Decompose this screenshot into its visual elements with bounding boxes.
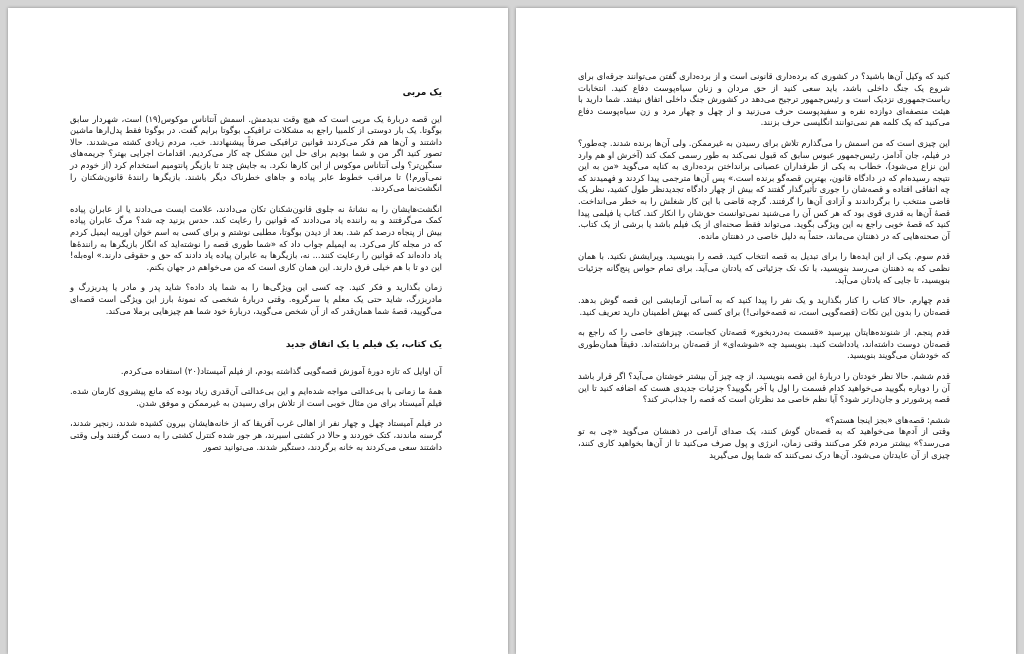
- document-page-left: [8, 8, 508, 654]
- paragraph: آن اوایل که تازه دورهٔ آموزش قصه‌گویی گذاشته بودم، از فیلم آمیستاد(۲۰) استفاده می‌کردم.: [120, 365, 442, 376]
- paragraph: این قصه دربارهٔ یک مربی است که هیچ وقت ندیدمش. اسمش آنتاناس موکوس(۱۹) است، شهردار سابق بوگوتا. یک بار دوستی از کلمبیا راجع به مشکلات ترافیکی بوگوتا برایم گفت. در بوگوتا فقط پدل‌ارها ماشین داشتند و آن‌ها هم فکر می‌کردند قوانین ترافیکی صرفاً پیشنهادند. خب، مردم زیادی کشته می‌شدند. حالا تصور کنید اگر من و شما بودیم برای حل این مشکل چه کار می‌کردیم. اقدامات اجرایی بهتر؟ جریمه‌های سنگین‌تر؟ ولی آنتاناس موکوس از این کارها نکرد. به جایش چند تا بازیگر پانتومیم استخدام کرد (از خودم در نمی‌آورم!) تا مراقب خطوط عابر پیاده و جاهای خطرناک دیگر باشند. بازیگرها رانندهٔ قانون‌شکنان را انگشت‌نما می‌کردند.: [70, 113, 442, 194]
- paragraph: در فیلم آمیستاد چهل و چهار نفر از اهالی غرب آفریقا که از خانه‌هایشان بیرون کشیده شدند، زنجیر شدند، گرسنه ماندند، کتک خوردند و حالا در کشتی اسیرند، هر جور شده کنترل کشتی را به دست گرفتند ولی وقتی داشتند سعی می‌کردند به خانه برگردند، دستگیر شدند. می‌توانید تصور: [70, 418, 442, 452]
- paragraph: ششم: قصه‌های «بجز اینجا هستم؟»: [825, 414, 950, 425]
- paragraph: قدم ششم. حالا نظر خودتان را دربارهٔ این قصه بنویسید. از چه چیز آن بیشتر خوشتان می‌آید؟ اگر قرار باشد آن را دوباره بگویید می‌خواهید کدام قسمت را اول یا آخر بگویید؟ جزئیات جدیدی هست که اضافه کنید تا این قصه پرشورتر و جان‌دارتر شود؟ آیا نظم خاصی مد نظرتان است که قصه را جذاب‌تر کند؟: [578, 371, 950, 405]
- paragraph: قدم چهارم. حالا کتاب را کنار بگذارید و یک نفر را پیدا کنید که به آسانی آزمایشی این قصه گوش بدهد. قصه‌تان را بدون این نکات (قصه‌گویی است، نه قصه‌خوانی!) برای کسی که بهش اطمینان دارید تعریف کنید.: [578, 295, 950, 317]
- document-page-right: [516, 8, 1016, 654]
- paragraph: همهٔ ما زمانی با بی‌عدالتی مواجه شده‌ایم و این بی‌عدالتی آن‌قدری زیاد بوده که مانع پیشروی کارمان شده. فیلم آمیستاد برای من مثال خوبی است از تلاش برای رسیدن به غیرممکن و موفق شدن.: [70, 386, 442, 408]
- paragraph: وقتی از آدم‌ها می‌خواهید که به قصه‌تان گوش کنند، یک صدای آرامی در ذهنشان می‌گوید «چی به تو می‌رسد؟» بیشتر مردم فکر می‌کنند وقتی زمان، انرژی و پول صرف می‌کنید تا از آن‌ها بخواهید کاری کنند، چیزی از آن عایدتان می‌شود. آن‌ها درک نمی‌کنند که شما پول می‌گیرید: [578, 426, 950, 460]
- page-left-text: [70, 88, 442, 462]
- section-spacer: [70, 326, 442, 340]
- paragraph: کنید که وکیل آن‌ها باشید؟ در کشوری که برده‌داری قانونی است و از برده‌داری گفتن می‌توانند جرقه‌ای برای شروع یک جنگ داخلی باشد، باید سعی کنید از حق مردان و زنان سیاه‌پوست دفاع کنید. انتخابات ریاست‌جمهوری نزدیک است و رئیس‌جمهور ترجیح می‌دهد در کشورش جنگ داخلی اتفاق نیفتد. شما دارید با هیئت منصفه‌ای دوازده نفره و سفیدپوست حرف می‌زنید و از چهل و چهار مرد و زن سیاه‌پوست دفاع می‌کنید که یک کلمه هم نمی‌توانند انگلیسی حرف بزنند.: [578, 71, 950, 128]
- paragraph: قدم پنجم. از شنونده‌هایتان بپرسید «قسمت به‌دردبخور» قصه‌تان کجاست. چیزهای خاصی را که راجع به قصه‌تان دوست داشته‌اند، یادداشت کنید. بنویسید چه «شوشه‌ای» از قصه‌تان برداشته‌اند. دقیقاً همان‌طوری که خودشان می‌گویند بنویسید.: [578, 327, 950, 361]
- section-title-mentor: یک مربی: [402, 88, 442, 98]
- page-right-text: [578, 71, 950, 470]
- paragraph: این چیزی است که من اسمش را می‌گذارم تلاش برای رسیدن به غیرممکن. ولی آن‌ها برنده شدند. چه‌طور؟ در فیلم، جان آدامز، رئیس‌جمهور عبوس سابق که قبول نمی‌کند به طور رسمی کمک کند (آخرش او هم وارد این نزاع می‌شود)، خطاب به یکی از طرفداران عصبانی برانداختن برده‌داری به کنایه می‌گوید «من به این نتیجه رسیده‌ام که در دادگاه قانون، بهترین قصه‌گو برنده است.» پس آن‌ها مترجمی پیدا کردند و فهمیدند که چه اتفاقی افتاده و قصه‌شان را جوری تأثیرگذار گفتند که بیش از چهار دادگاه تجدیدنظر طول کشید، نظر یک قاضی منتخب را برگرداندند و آزادی آن‌ها را گرفتند. گرچه قاضی با این کار شغلش را به خطر می‌انداخت. قصهٔ آن‌ها به قدری قوی بود که هر کس آن را می‌شنید نمی‌توانست حق‌شان را انکار کند. کتاب یا فیلمی پیدا کنید که قصهٔ خوبی راجع به این ویژگی بگوید. می‌تواند فقط صحنه‌ای از یک فیلم باشد یا برشی از یک کتاب. آن صحنه‌هایی که در ذهنتان می‌ماند، حتماً به دلیل خاصی در ذهنتان مانده.: [578, 137, 950, 241]
- section-title-book-film: یک کتاب، یک فیلم یا یک اتفاق جدید: [285, 340, 442, 351]
- paragraph: زمان بگذارید و فکر کنید. چه کسی این ویژگی‌ها را به شما یاد داده؟ شاید پدر و مادر یا پدربزرگ و مادربزرگ، شاید حتی یک معلم یا سرگروه. وقتی دربارهٔ شخصی که نمونهٔ بارز این ویژگی است قصه‌ای می‌گویید، قصهٔ شما همان‌قدر که از آن شخص می‌گوید، دربارهٔ خود شما هم چیزهایی برملا می‌کند.: [70, 282, 442, 316]
- paragraph: انگشت‌هایشان را به نشانهٔ نه جلوی قانون‌شکنان تکان می‌دادند، علامت ایست می‌دادند یا از عابران پیاده کمک می‌گرفتند و به راننده یاد می‌دادند که قوانین را رعایت کند. حدس بزنید چه شد؟ مرگ عابران پیاده بیش از پنجاه درصد کم شد. بعد از دیدن بوگوتا، مطلبی نوشتم و برای کسی به اسم خوان اوریبه ایمیل کردم که در مجله کار می‌کرد. به ایمیلم جواب داد که «شما طوری قصه را نوشته‌اید که انگار بازیگرها به رانندهٔ‌ها یاد داده‌اند که قوانین را رعایت کنند... نه، بازیگرها به عابران پیاده یاد دادند که حق و حقوقی دارند.» اوه‌بله! این دو تا با هم خیلی فرق دارند. این همان کاری است که من می‌خواهم در جهان بکنم.: [70, 203, 442, 272]
- paragraph: قدم سوم. یکی از این ایده‌ها را برای تبدیل به قصه انتخاب کنید. قصه را بنویسید. ویرایشش نکنید. با همان نظمی که به ذهنتان می‌رسد بنویسید، با تک تک جزئیاتی که یادتان می‌آید. برای تمام حواس پنج‌گانه جزئیات بنویسید، تا جایی که یادتان می‌آید.: [578, 251, 950, 285]
